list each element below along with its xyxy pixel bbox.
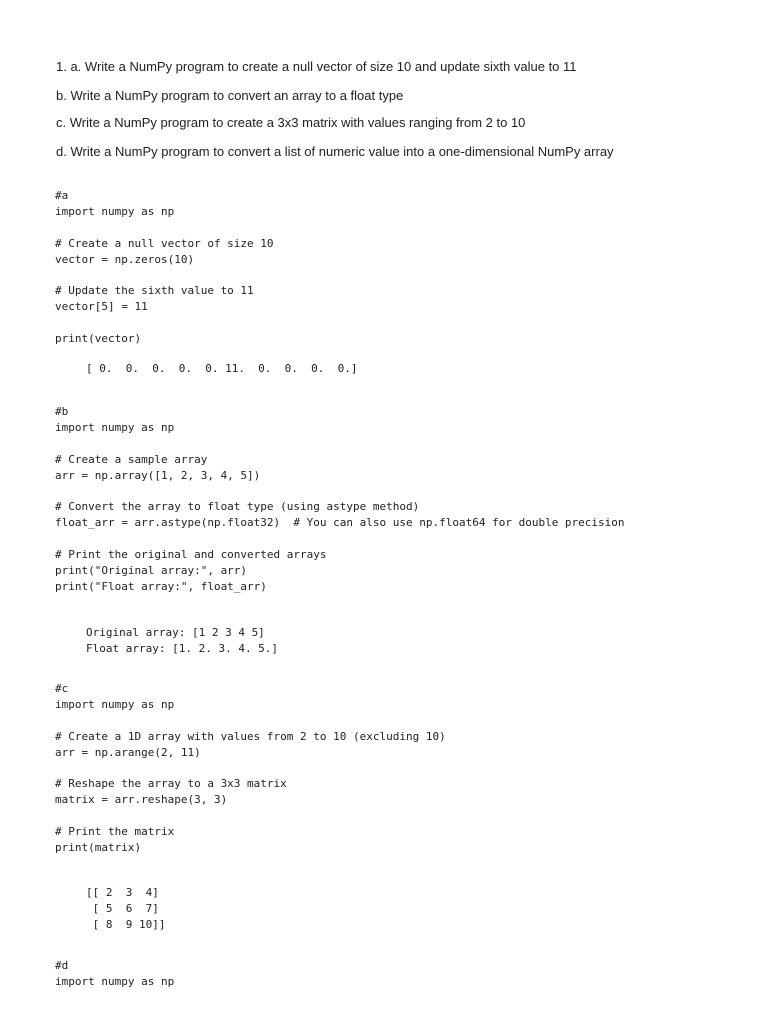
code-block-c: #c import numpy as np # Create a 1D array with values from 2 to 10 (excluding 10) arr = np.arange(2, 11) # Reshape the array to a 3x3 matrix matrix = arr.reshape(3, 3) # Print the matrix print(matrix)	[55, 682, 446, 855]
output-block-a: [ 0. 0. 0. 0. 0. 11. 0. 0. 0. 0.]	[86, 362, 358, 375]
code-block-b: #b import numpy as np # Create a sample array arr = np.array([1, 2, 3, 4, 5]) # Convert the array to float type (using astype method) float_arr = arr.astype(np.float32) # You can also use np.float64 for double precision # Print the original and converted arrays print("Original array:", arr) print("Float array:", float_arr)	[55, 405, 625, 593]
question-d: d. Write a NumPy program to convert a list of numeric value into a one-dimensional NumPy array	[56, 144, 614, 159]
code-block-d: #d import numpy as np	[55, 959, 175, 988]
question-c: c. Write a NumPy program to create a 3x3 matrix with values ranging from 2 to 10	[56, 115, 526, 130]
question-b: b. Write a NumPy program to convert an array to a float type	[56, 88, 404, 103]
output-block-b: Original array: [1 2 3 4 5] Float array: [1. 2. 3. 4. 5.]	[86, 626, 279, 655]
question-a: 1. a. Write a NumPy program to create a null vector of size 10 and update sixth value to 11	[56, 59, 577, 74]
code-block-a: #a import numpy as np # Create a null vector of size 10 vector = np.zeros(10) # Update the sixth value to 11 vector[5] = 11 print(vector)	[55, 189, 274, 346]
output-block-c: [[ 2 3 4] [ 5 6 7] [ 8 9 10]]	[86, 886, 166, 931]
